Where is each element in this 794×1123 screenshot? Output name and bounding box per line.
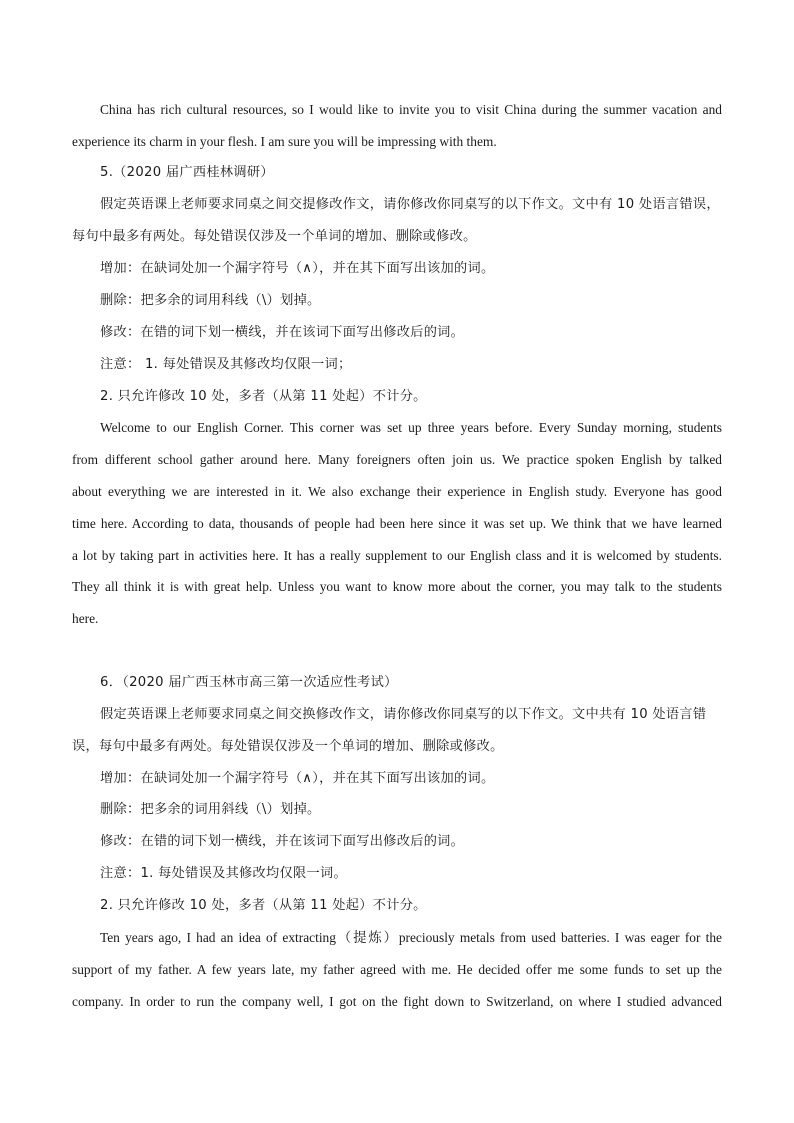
note-item: 2. 只允许修改 10 处，多者（从第 11 处起）不计分。 [100, 389, 427, 404]
note-item: 2. 只允许修改 10 处，多者（从第 11 处起）不计分。 [100, 898, 427, 913]
essay-line: company. In order to run the company well, I got on the fight down to Switzerland, on where I studied advanced [72, 994, 722, 1009]
modify-rule: 修改：在错的词下划一横线，并在该词下面写出修改后的词。 [100, 325, 465, 340]
add-rule: 增加：在缺词处加一个漏字符号（∧），并在其下面写出该加的词。 [100, 261, 495, 276]
question-heading: 5.（2020 届广西桂林调研） [100, 165, 274, 180]
essay-line: Ten years ago, I had an idea of extracting（提炼）preciously metals from used batteries. I was eager for the [100, 930, 722, 945]
modify-rule: 修改：在错的词下划一横线，并在该词下面写出修改后的词。 [100, 834, 465, 849]
instruction-line: 假定英语课上老师要求同桌之间交换修改作文，请你修改你同桌写的以下作文。文中共有 10 处语言错 [100, 707, 707, 722]
essay-line: Welcome to our English Corner. This corner was set up three years before. Every Sunday morning, students [100, 420, 722, 435]
essay-line: about everything we are interested in it. We also exchange their experience in English study. Everyone has good [72, 484, 722, 499]
instruction-line: 假定英语课上老师要求同桌之间交提修改作文，请你修改你同桌写的以下作文。文中有 10 处语言错误， [100, 197, 720, 212]
essay-line: They all think it is with great help. Unless you want to know more about the corner, you may talk to the students [72, 579, 722, 594]
delete-rule: 删除：把多余的词用科线（\）划掉。 [100, 293, 321, 308]
essay-line: China has rich cultural resources, so I would like to invite you to visit China during the summer vacation and [100, 102, 722, 117]
question-heading: 6．（2020 届广西玉林市高三第一次适应性考试） [100, 675, 398, 690]
delete-rule: 删除：把多余的词用斜线（\）划掉。 [100, 802, 321, 817]
add-rule: 增加：在缺词处加一个漏字符号（∧），并在其下面写出该加的词。 [100, 771, 495, 786]
essay-line: support of my father. A few years late, my father agreed with me. He decided offer me some funds to set up the [72, 962, 722, 977]
note-item: 注意： 1. 每处错误及其修改均仅限一词； [100, 357, 352, 372]
instruction-line: 误，每句中最多有两处。每处错误仅涉及一个单词的增加、删除或修改。 [72, 739, 504, 754]
essay-line: a lot by taking part in activities here. It has a really supplement to our English class and it is welcomed by students. [72, 548, 722, 563]
instruction-line: 每句中最多有两处。每处错误仅涉及一个单词的增加、删除或修改。 [72, 229, 477, 244]
essay-line: from different school gather around here. Many foreigners often join us. We practice spoken English by talked [72, 452, 722, 467]
essay-line: here. [72, 611, 99, 626]
essay-line: experience its charm in your flesh. I am sure you will be impressing with them. [72, 134, 497, 149]
essay-line: time here. According to data, thousands of people had been here since it was set up. We think that we have learned [72, 516, 722, 531]
note-item: 注意：1. 每处错误及其修改均仅限一词。 [100, 866, 347, 881]
